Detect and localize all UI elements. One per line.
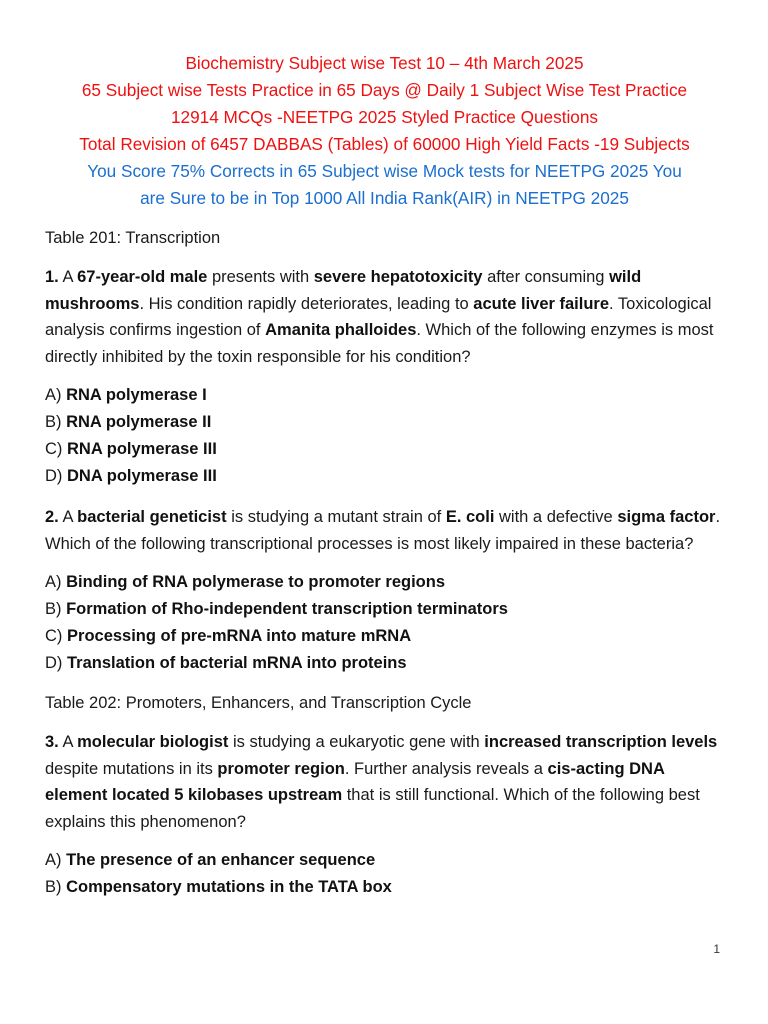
question-1-seg-1: 67-year-old male [77, 268, 208, 286]
option-item [45, 409, 724, 436]
option-item [45, 463, 724, 490]
question-1-seg-9: Amanita phalloides [265, 321, 417, 339]
table-202-title: Table 202: Promoters, Enhancers, and Transcription Cycle [45, 694, 472, 712]
page-number: 1 [713, 942, 720, 956]
option-letter: C) [45, 627, 63, 645]
question-3-seg-8: that is still functional. Which of the following best explains this phenomenon? [45, 786, 700, 831]
question-1-seg-3: severe hepatotoxicity [313, 268, 483, 286]
question-3 [45, 729, 724, 835]
option-letter: B) [45, 878, 62, 896]
question-2-options [45, 569, 724, 677]
option-item [45, 569, 724, 596]
question-1-number: 1. [45, 268, 59, 286]
header-line-1: Biochemistry Subject wise Test 10 – 4th March 2025 [185, 53, 584, 73]
question-3-options [45, 847, 724, 901]
question-3-seg-7: cis-acting DNA element located 5 kilobases upstream [45, 759, 665, 804]
option-text: Translation of bacterial mRNA into proteins [67, 654, 407, 672]
question-2-seg-0: A [58, 508, 78, 526]
option-text: The presence of an enhancer sequence [66, 851, 376, 869]
option-text: RNA polymerase III [67, 440, 217, 458]
option-item [45, 382, 724, 409]
question-1-seg-0: A [58, 268, 78, 286]
option-text: Binding of RNA polymerase to promoter regions [66, 573, 446, 591]
question-3-number: 3. [45, 733, 59, 751]
question-3-seg-3: increased transcription levels [484, 733, 718, 751]
option-letter: D) [45, 654, 63, 672]
option-item [45, 874, 724, 901]
option-text: Formation of Rho-independent transcription terminators [66, 600, 508, 618]
option-letter: B) [45, 600, 62, 618]
option-letter: C) [45, 440, 63, 458]
question-1-seg-5: wild mushrooms [45, 268, 642, 313]
header-line-5: You Score 75% Corrects in 65 Subject wise Mock tests for NEETPG 2025 You [87, 161, 682, 181]
question-2-seg-6: . Which of the following transcriptional processes is most likely impaired in these bacteria? [45, 508, 721, 553]
question-3-seg-4: despite mutations in its [45, 759, 218, 778]
option-item [45, 623, 724, 650]
option-letter: A) [45, 851, 62, 869]
question-2 [45, 504, 724, 557]
option-letter: A) [45, 573, 62, 591]
question-1-seg-2: presents with [207, 268, 314, 286]
option-item [45, 650, 724, 677]
question-3-seg-6: . Further analysis reveals a [344, 759, 548, 778]
option-text: Compensatory mutations in the TATA box [66, 878, 392, 896]
option-letter: B) [45, 413, 62, 431]
question-1-seg-4: after consuming [482, 268, 610, 286]
question-1-seg-7: acute liver failure [473, 294, 610, 313]
question-3-seg-0: A [58, 733, 78, 751]
question-3-seg-1: molecular biologist [77, 733, 229, 751]
question-2-seg-5: sigma factor [617, 508, 716, 526]
question-1-options [45, 382, 724, 490]
question-3-seg-5: promoter region [217, 759, 345, 778]
option-text: Processing of pre-mRNA into mature mRNA [67, 627, 412, 645]
document-header [45, 50, 724, 212]
option-text: RNA polymerase I [66, 386, 207, 404]
option-text: RNA polymerase II [66, 413, 212, 431]
question-2-seg-4: with a defective [494, 508, 618, 526]
question-2-seg-3: E. coli [445, 508, 495, 526]
option-letter: A) [45, 386, 62, 404]
header-line-3: 12914 MCQs -NEETPG 2025 Styled Practice Questions [170, 107, 598, 127]
question-3-seg-2: is studying a eukaryotic gene with [228, 733, 485, 751]
option-item [45, 436, 724, 463]
question-2-number: 2. [45, 508, 59, 526]
question-1-seg-8: . Toxicological analysis confirms ingestion of [45, 294, 712, 339]
option-item [45, 847, 724, 874]
question-2-seg-1: bacterial geneticist [77, 508, 227, 526]
option-letter: D) [45, 467, 63, 485]
option-item [45, 596, 724, 623]
question-2-seg-2: is studying a mutant strain of [226, 508, 446, 526]
option-text: DNA polymerase III [67, 467, 217, 485]
table-201-title: Table 201: Transcription [45, 229, 221, 247]
header-line-2: 65 Subject wise Tests Practice in 65 Days @ Daily 1 Subject Wise Test Practice [81, 80, 688, 100]
question-1 [45, 264, 724, 370]
header-line-6: are Sure to be in Top 1000 All India Rank(AIR) in NEETPG 2025 [140, 188, 629, 208]
question-1-seg-10: . Which of the following enzymes is most directly inhibited by the toxin responsible for his condition? [45, 321, 714, 366]
question-1-seg-6: . His condition rapidly deteriorates, leading to [139, 294, 474, 313]
header-line-4: Total Revision of 6457 DABBAS (Tables) of 60000 High Yield Facts -19 Subjects [79, 134, 690, 154]
